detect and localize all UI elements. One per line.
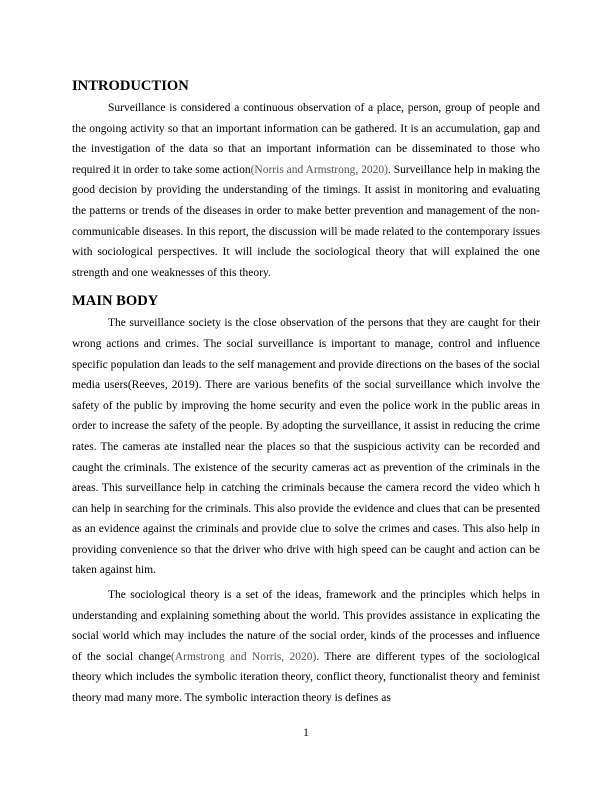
main-body-paragraph-1: The surveillance society is the close observation of the persons that they are caught for their wrong actions and crimes. The social surveillance is important to manage, control and influence specific population dan leads to the self management and provide directions on the bases of the social media users(Reeves, 2019). There are various benefits of the social surveillance which involve the safety of the public by improving the home security and even the police work in the public areas in order to increase the safety of the people. By adopting the surveillance, it assist in reducing the crime rates. The cameras ate installed near the places so that the suspicious activity can be recorded and caught the criminals. The existence of the security cameras act as prevention of the criminals in the areas. This surveillance help in catching the criminals because the camera record the video which h can help in searching for the criminals. This also provide the evidence and clues that can be presented as an evidence against the criminals and provide clue to solve the crimes and cases. This also help in providing convenience so that the driver who drive with high speed can be caught and action can be taken against him. (72, 317, 540, 577)
section-heading-introduction: INTRODUCTION (72, 78, 189, 94)
introduction-paragraph (72, 98, 540, 283)
section-heading-main-body: MAIN BODY (72, 293, 159, 310)
main-body-paragraph-2 (72, 585, 540, 709)
paragraph-text: Surveillance is considered a continuous observation of a place, person, group of people and the ongoing activity so that an important information can be gathered. It is an accumulation, gap and the investigation of the data so that an important information can be disseminated to those who required it in order to take some action (72, 102, 540, 176)
citation: (Norris and Armstrong, 2020) (250, 163, 388, 176)
paragraph-text: The sociological theory is a set of the ideas, framework and the principles which helps in understanding and explaining something about the world. This provides assistance in explicating the social world which may includes the nature of the social order, kinds of the processes and influence of the social change (72, 589, 540, 663)
page-content (72, 76, 540, 709)
page-number: 1 (303, 727, 309, 739)
paragraph-text: . There are different types of the sociological theory which includes the symbolic iteration theory, conflict theory, functionalist theory and feminist theory mad many more. The symbolic interaction theory is defines as (72, 650, 541, 705)
paragraph-text: . Surveillance help in making the good decision by providing the understanding of the timings. It assist in monitoring and evaluating the patterns or trends of the diseases in order to make better prevention and management of the non-communicable diseases. In this report, the discussion will be made related to the contemporary issues with sociological perspectives. It will include the sociological theory that will explained the one strength and one weaknesses of this theory. (72, 163, 541, 279)
citation: (Armstrong and Norris, 2020) (171, 650, 317, 663)
